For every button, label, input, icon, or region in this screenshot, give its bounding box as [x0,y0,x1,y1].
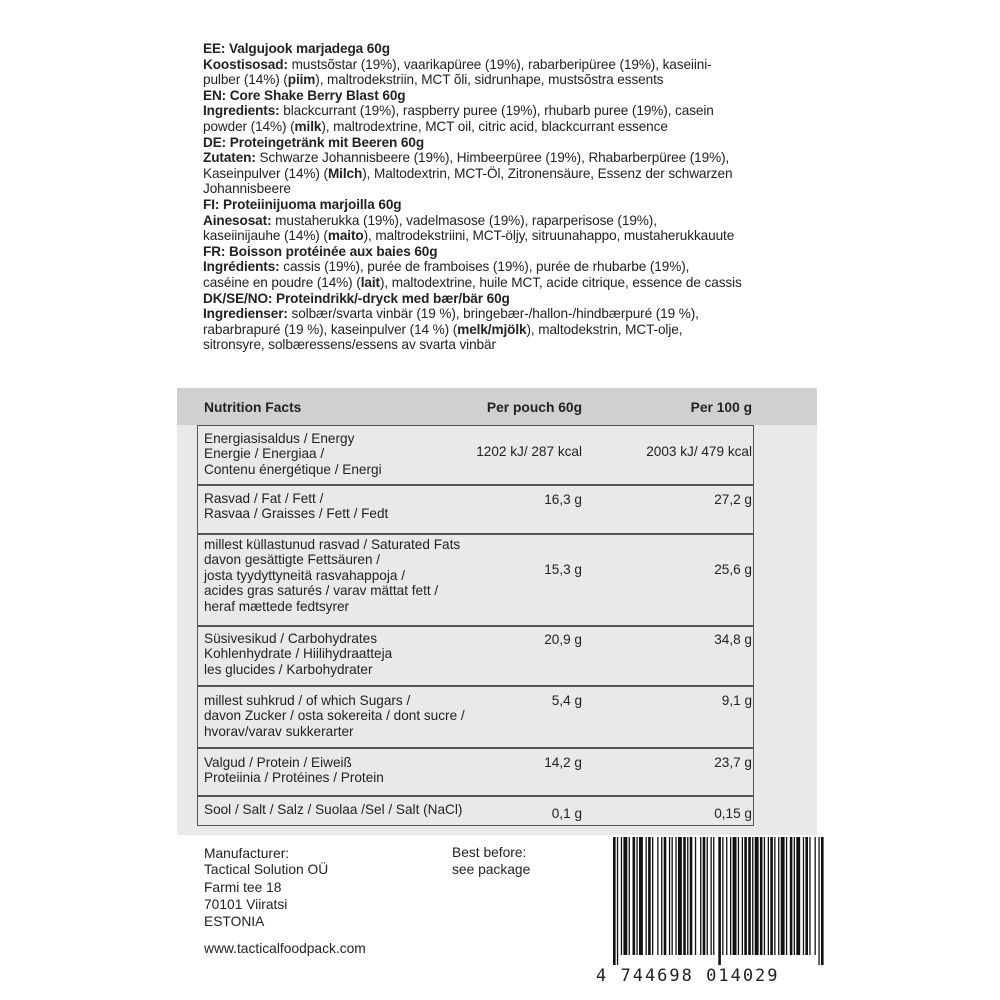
nutrition-value-per-pouch: 0,1 g [551,806,582,821]
ingredient-section-heading: DE: Proteingetränk mit Beeren 60g [203,134,425,150]
ingredient-text: ), maltrodekstriin, MCT õli, sidrunhape, mustsõstra essents [315,72,664,88]
nutrition-header-per-100g: Per 100 g [690,400,752,415]
nutrition-header-per-pouch: Per pouch 60g [486,400,582,415]
manufacturer-country: ESTONIA [204,914,265,929]
ingredient-text: mustaherukka (19%), vadelmasose (19%), raparperisose (19%), [271,212,657,228]
best-before-heading: Best before: [452,845,527,860]
ingredient-line [203,57,803,73]
nutrition-row-label: les glucides / Karbohydrater [204,661,373,677]
ingredient-text: Schwarze Johannisbeere (19%), Himbeerpüree (19%), Rhabarberpüree (19%), [255,150,730,166]
nutrition-row-label: Süsivesikud / Carbohydrates [204,631,378,646]
ingredient-text: sitronsyre, solbæressens/essens av svarta vinbär [203,337,496,353]
ingredient-line [203,166,803,182]
nutrition-value-per-pouch: 1202 kJ/ 287 kcal [476,444,582,459]
manufacturer-heading: Manufacturer: [204,846,290,861]
manufacturer-name: Tactical Solution OÜ [204,862,329,877]
nutrition-value-per-pouch: 20,9 g [544,632,582,647]
nutrition-value-per-100g: 2003 kJ/ 479 kcal [646,444,752,459]
manufacturer-city: 70101 Viiratsi [204,897,288,912]
ingredient-text: ), maltodextrine, huile MCT, acide citrique, essence de cassis [379,274,742,290]
ingredient-bold-text: lait [360,274,380,290]
ingredient-line [203,181,803,197]
ingredient-bold-text: Zutaten: [203,150,256,166]
ingredient-text: ), maltrodextrine, MCT oil, citric acid, blackcurrant essence [321,118,668,134]
ingredient-bold-text: Ingredienser: [203,306,288,322]
nutrition-row-label: josta tyydyttyneitä rasvahappoja / [204,567,405,583]
ingredient-text: powder (14%) ( [203,118,295,134]
ingredients-block [203,41,803,353]
ingredient-text: caséine en poudre (14%) ( [203,274,361,290]
nutrition-value-per-pouch: 14,2 g [544,755,582,770]
ingredient-line [203,306,803,322]
ingredient-text: solbær/svarta vinbär (19 %), bringebær-/hallon-/hindbærpuré (19 %), [287,306,699,322]
nutrition-value-per-100g: 34,8 g [714,632,752,647]
nutrition-header-label: Nutrition Facts [204,400,302,415]
ingredient-section-heading: FR: Boisson protéinée aux baies 60g [203,243,438,259]
ingredient-bold-text: Milch [327,165,363,181]
ingredient-bold-text: melk/mjölk [457,321,527,337]
ingredient-bold-text: maito [327,228,364,244]
ingredient-line [203,103,803,119]
ingredient-text: pulber (14%) ( [203,72,288,88]
ingredient-text: rabarbrapuré (19 %), kaseinpulver (14 %) ( [203,321,458,337]
nutrition-row-label: Contenu énergétique / Energi [204,461,382,477]
ingredient-text: ), Maltodextrin, MCT-Öl, Zitronensäure, Essenz der schwarzen [362,165,733,181]
nutrition-row-label: Valgud / Protein / Eiweiß [204,755,352,770]
nutrition-row-label: Energie / Energiaa / [204,446,325,462]
nutrition-row-label: davon Zucker / osta sokereita / dont sucre / [204,708,465,724]
ingredient-bold-text: piim [287,72,316,88]
nutrition-row-label: heraf mættede fedtsyrer [204,598,350,614]
nutrition-value-per-100g: 25,6 g [714,562,752,577]
ingredient-text: mustsõstar (19%), vaarikapüree (19%), rabarberipüree (19%), kaseiini- [287,56,712,72]
ingredient-section-heading: EE: Valgujook marjadega 60g [203,41,390,56]
nutrition-row-label: Kohlenhydrate / Hiilihydraatteja [204,646,393,662]
ingredient-bold-text: milk [294,118,322,134]
nutrition-row-label: acides gras saturés / varav mättat fett / [204,583,439,599]
ingredient-line [203,228,803,244]
ingredient-text: ), maltrodekstriini, MCT-öljy, sitruunahappo, mustaherukkauute [363,228,735,244]
nutrition-value-per-100g: 27,2 g [714,492,752,507]
ingredient-text: Kaseinpulver (14%) ( [203,165,328,181]
ingredient-line [203,337,803,353]
ingredient-section-heading: EN: Core Shake Berry Blast 60g [203,87,406,103]
ingredient-line [203,322,803,338]
nutrition-row-label: Proteiinia / Protéines / Protein [204,770,384,786]
ingredient-bold-text: Ingrédients: [203,259,280,275]
nutrition-row-label: Energiasisaldus / Energy [204,431,355,446]
ingredient-line [203,213,803,229]
manufacturer-street: Farmi tee 18 [204,880,282,895]
ingredient-text: kaseiinijauhe (14%) ( [203,228,328,244]
ingredient-text: blackcurrant (19%), raspberry puree (19%), rhubarb puree (19%), casein [279,103,714,119]
barcode-number: 4 744698 014029 [596,966,780,986]
nutrition-value-per-100g: 9,1 g [721,693,752,708]
nutrition-value-per-pouch: 5,4 g [551,693,582,708]
nutrition-value-per-pouch: 15,3 g [544,562,582,577]
ingredient-section-heading: DK/SE/NO: Proteindrikk/-dryck med bær/bär 60g [203,290,510,306]
ingredient-text: cassis (19%), purée de framboises (19%), purée de rhubarbe (19%), [279,259,690,275]
ingredient-bold-text: Koostisosad: [203,56,288,72]
ingredient-section-heading: FI: Proteiinijuoma marjoilla 60g [203,196,402,212]
ingredient-line [203,72,803,88]
ingredient-line [203,150,803,166]
ingredient-line [203,119,803,135]
nutrition-value-per-100g: 0,15 g [714,806,752,821]
nutrition-row-label: hvorav/varav sukkerarter [204,723,354,739]
nutrition-value-per-100g: 23,7 g [714,755,752,770]
nutrition-row-label: davon gesättigte Fettsäuren / [204,552,381,568]
nutrition-row-label: Rasvaa / Graisses / Fett / Fedt [204,506,389,522]
ingredient-text: Johannisbeere [203,181,291,197]
nutrition-value-per-pouch: 16,3 g [544,492,582,507]
barcode-image [596,837,827,965]
ingredient-line [203,275,803,291]
nutrition-row-label: millest küllastunud rasvad / Saturated Fats [204,537,461,552]
ingredient-line [203,259,803,275]
ingredient-bold-text: Ainesosat: [203,212,272,228]
ingredient-text: ), maltodekstrin, MCT-olje, [526,321,683,337]
best-before-value: see package [452,862,531,877]
nutrition-row-label: millest suhkrud / of which Sugars / [204,693,411,708]
nutrition-row-label: Sool / Salt / Salz / Suolaa /Sel / Salt (NaCl) [204,802,463,817]
website-link[interactable]: www.tacticalfoodpack.com [204,941,366,956]
ingredient-bold-text: Ingredients: [203,103,280,119]
nutrition-row-label: Rasvad / Fat / Fett / [204,491,324,506]
